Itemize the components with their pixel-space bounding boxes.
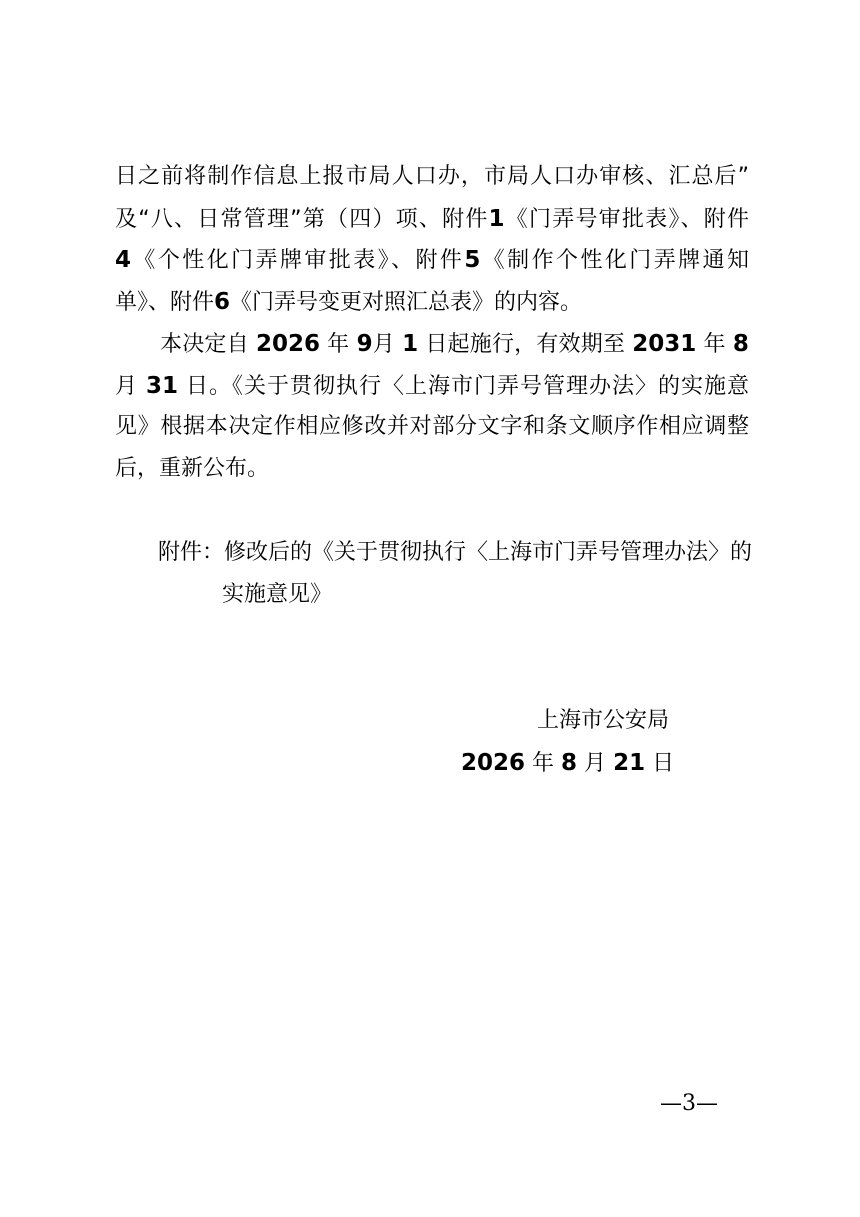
attachment-label: 附件： xyxy=(158,540,225,565)
text-run: 《个性化门弄牌审批表》、附件 xyxy=(131,248,465,273)
paragraph-2-line-3 xyxy=(115,412,749,442)
paragraph-2-line-4 xyxy=(115,454,269,484)
attachment-line-1 xyxy=(158,538,752,568)
text-run: 《门弄号审批表》、附件 xyxy=(504,207,749,232)
paragraph-2-line-2 xyxy=(115,371,749,402)
issuer-text: 上海市公安局 xyxy=(537,708,670,733)
paragraph-1-line-1 xyxy=(115,162,749,192)
text-run: 后，重新公布。 xyxy=(115,456,270,481)
text-run: 年 xyxy=(703,332,726,357)
date-number: 31 xyxy=(146,373,179,399)
text-run: 月 xyxy=(372,332,395,357)
text-run: 日之前将制作信息上报市局人口办，市局人口办审核、汇总后” xyxy=(115,164,749,189)
date-number: 9 xyxy=(356,331,373,357)
paragraph-1-line-4 xyxy=(115,287,582,318)
attachment-number: 4 xyxy=(115,247,132,273)
text-run: 年 xyxy=(327,332,350,357)
date-number: 8 xyxy=(732,331,749,357)
date-unit: 年 xyxy=(532,751,555,776)
attachment-number: 6 xyxy=(214,289,231,315)
date-number: 2026 xyxy=(255,331,320,357)
text-run: 《门弄号变更对照汇总表》的内容。 xyxy=(230,290,583,315)
date-unit: 日 xyxy=(652,751,675,776)
page-number: —3— xyxy=(660,1091,718,1116)
date-number: 2031 xyxy=(632,331,697,357)
attachment-number: 1 xyxy=(488,206,505,232)
issue-date xyxy=(461,748,674,779)
paragraph-1-line-2 xyxy=(115,204,749,235)
paragraph-1-line-3 xyxy=(115,245,749,276)
paragraph-2-line-1 xyxy=(160,329,749,360)
text-run: 日起施行，有效期至 xyxy=(425,332,626,357)
date-number: 2026 xyxy=(461,750,526,776)
text-run: 本决定自 xyxy=(160,332,249,357)
text-run: 月 xyxy=(115,374,138,399)
attachment-title-continued: 实施意见》 xyxy=(222,582,333,607)
date-number: 8 xyxy=(561,750,578,776)
text-run: 见》根据本决定作相应修改并对部分文字和条文顺序作相应调整 xyxy=(115,414,749,439)
issuer-name xyxy=(537,706,669,736)
date-number: 21 xyxy=(613,750,646,776)
attachment-number: 5 xyxy=(464,247,481,273)
attachment-title: 修改后的《关于贯彻执行〈上海市门弄号管理办法〉的 xyxy=(224,540,753,565)
date-number: 1 xyxy=(402,331,419,357)
attachment-line-2 xyxy=(222,580,332,610)
date-unit: 月 xyxy=(584,751,607,776)
text-run: 单》、附件 xyxy=(115,290,215,315)
text-run: 及“八、日常管理”第（四）项、附件 xyxy=(115,207,489,232)
text-run: 《制作个性化门弄牌通知 xyxy=(480,248,749,273)
text-run: 日。《关于贯彻执行〈上海市门弄号管理办法〉的实施意 xyxy=(186,374,749,399)
